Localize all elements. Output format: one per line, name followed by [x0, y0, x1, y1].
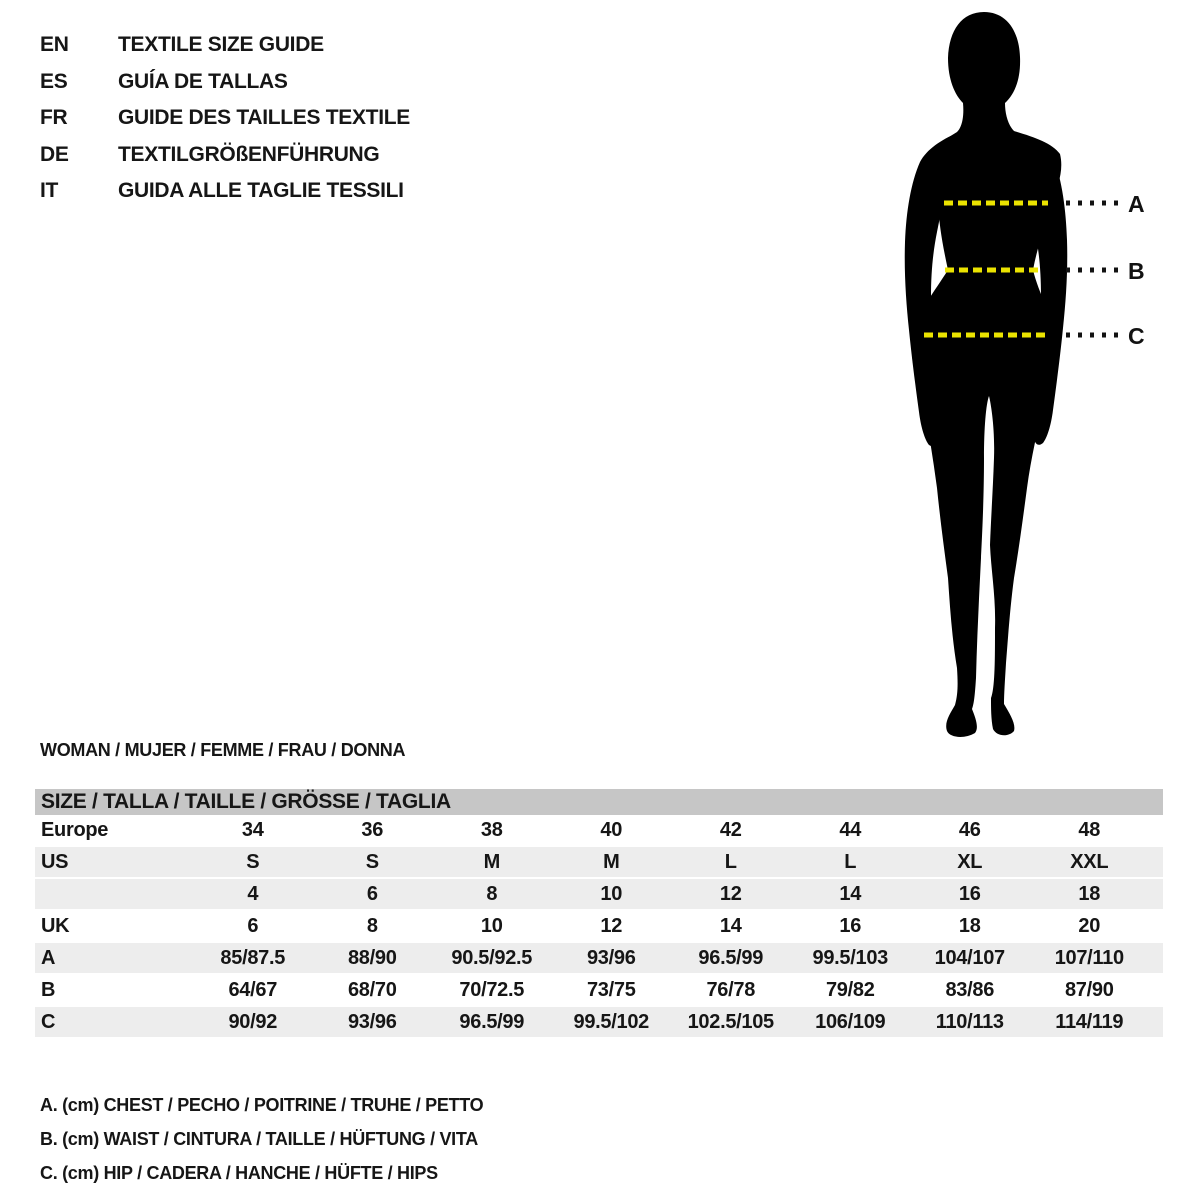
size-value: 96.5/99 — [698, 947, 764, 969]
size-value: 12 — [600, 915, 623, 937]
size-value: L — [724, 851, 737, 873]
size-value: 110/113 — [935, 1011, 1004, 1033]
size-value: 102.5/105 — [687, 1011, 774, 1033]
size-value: 10 — [480, 915, 503, 937]
row-label: B — [41, 979, 56, 1001]
table-row — [35, 943, 1163, 975]
size-value: 8 — [366, 915, 378, 937]
size-value: 68/70 — [347, 979, 397, 1001]
guide-title: GUIDA ALLE TAGLIE TESSILI — [118, 179, 404, 202]
size-value: 85/87.5 — [220, 947, 286, 969]
size-value: 99.5/103 — [812, 947, 888, 969]
size-table-rows — [35, 815, 1163, 1039]
measurement-legend — [40, 1088, 483, 1190]
size-value: 48 — [1078, 819, 1101, 841]
size-value: 36 — [361, 819, 384, 841]
size-value: 90/92 — [228, 1011, 278, 1033]
language-title-list — [40, 27, 410, 210]
size-value: 88/90 — [347, 947, 397, 969]
row-label: Europe — [41, 819, 109, 841]
size-value: 34 — [241, 819, 264, 841]
size-value: 16 — [839, 915, 862, 937]
table-row — [35, 847, 1163, 879]
size-value: 4 — [247, 883, 259, 905]
language-code: EN — [40, 33, 69, 56]
language-row — [40, 100, 410, 137]
guide-title: GUIDE DES TAILLES TEXTILE — [118, 106, 410, 129]
size-value: XXL — [1070, 851, 1109, 873]
size-value: 83/86 — [945, 979, 995, 1001]
size-value: 44 — [839, 819, 862, 841]
guide-title: TEXTILGRÖßENFÜHRUNG — [118, 142, 380, 166]
waist-label: B — [1128, 258, 1145, 284]
right-arm-shape — [1013, 131, 1067, 445]
size-value: 12 — [719, 883, 742, 905]
language-code: IT — [40, 179, 59, 202]
size-value: 99.5/102 — [573, 1011, 649, 1033]
table-row — [35, 911, 1163, 943]
left-arm-shape — [905, 133, 957, 446]
size-value: 87/90 — [1064, 979, 1114, 1001]
size-value: 20 — [1078, 915, 1101, 937]
size-value: 76/78 — [706, 979, 756, 1001]
size-value: 6 — [366, 883, 378, 905]
size-value: L — [844, 851, 857, 873]
size-table — [35, 789, 1163, 1039]
size-value: 96.5/99 — [459, 1011, 525, 1033]
table-row — [35, 975, 1163, 1007]
hip-label: C — [1128, 323, 1145, 349]
size-value: 90.5/92.5 — [451, 947, 533, 969]
size-value: 70/72.5 — [459, 979, 525, 1001]
table-row — [35, 1007, 1163, 1039]
table-row — [35, 815, 1163, 847]
size-value: 40 — [600, 819, 623, 841]
row-label: UK — [41, 915, 70, 937]
size-value: S — [365, 851, 379, 873]
size-value: XL — [957, 851, 983, 873]
size-value: 107/110 — [1054, 947, 1124, 969]
language-row — [40, 173, 410, 210]
legend-line-waist: B. (cm) WAIST / CINTURA / TAILLE / HÜFTUNG / VITA — [40, 1129, 478, 1149]
guide-title: TEXTILE SIZE GUIDE — [118, 33, 324, 56]
size-value: M — [603, 851, 620, 873]
language-code: FR — [40, 106, 68, 129]
gender-heading: WOMAN / MUJER / FEMME / FRAU / DONNA — [40, 740, 406, 760]
size-value: 8 — [486, 883, 498, 905]
size-table-header: SIZE / TALLA / TAILLE / GRÖSSE / TAGLIA — [35, 789, 1163, 815]
size-value: 114/119 — [1055, 1011, 1124, 1033]
legend-line-hip: C. (cm) HIP / CADERA / HANCHE / HÜFTE / HIPS — [40, 1163, 438, 1183]
language-row — [40, 64, 410, 101]
size-value: 73/75 — [586, 979, 636, 1001]
row-label — [35, 879, 193, 909]
legend-line-chest: A. (cm) CHEST / PECHO / POITRINE / TRUHE / PETTO — [40, 1095, 484, 1115]
size-value: 64/67 — [228, 979, 278, 1001]
size-value: 14 — [719, 915, 742, 937]
size-value: 14 — [839, 883, 862, 905]
size-value: S — [246, 851, 260, 873]
chest-label: A — [1128, 191, 1145, 217]
size-value: 42 — [719, 819, 742, 841]
language-code: ES — [40, 69, 68, 93]
size-value: 46 — [958, 819, 981, 841]
size-value: M — [483, 851, 500, 873]
language-row — [40, 27, 410, 64]
size-value: 38 — [480, 819, 503, 841]
size-value: 79/82 — [825, 979, 875, 1001]
size-value: 93/96 — [347, 1011, 397, 1033]
row-label: C — [41, 1011, 56, 1033]
row-label: US — [41, 851, 69, 873]
size-value: 93/96 — [586, 947, 636, 969]
size-value: 106/109 — [815, 1011, 886, 1033]
size-value: 104/107 — [934, 947, 1005, 969]
size-value: 16 — [958, 883, 981, 905]
row-label: A — [41, 947, 56, 969]
language-row — [40, 137, 410, 174]
guide-title: GUÍA DE TALLAS — [118, 69, 288, 93]
table-row — [35, 879, 1163, 911]
size-value: 18 — [958, 915, 981, 937]
language-code: DE — [40, 142, 69, 166]
size-value: 18 — [1078, 883, 1101, 905]
size-value: 10 — [600, 883, 623, 905]
size-value: 6 — [247, 915, 259, 937]
woman-silhouette-icon — [912, 12, 1062, 737]
